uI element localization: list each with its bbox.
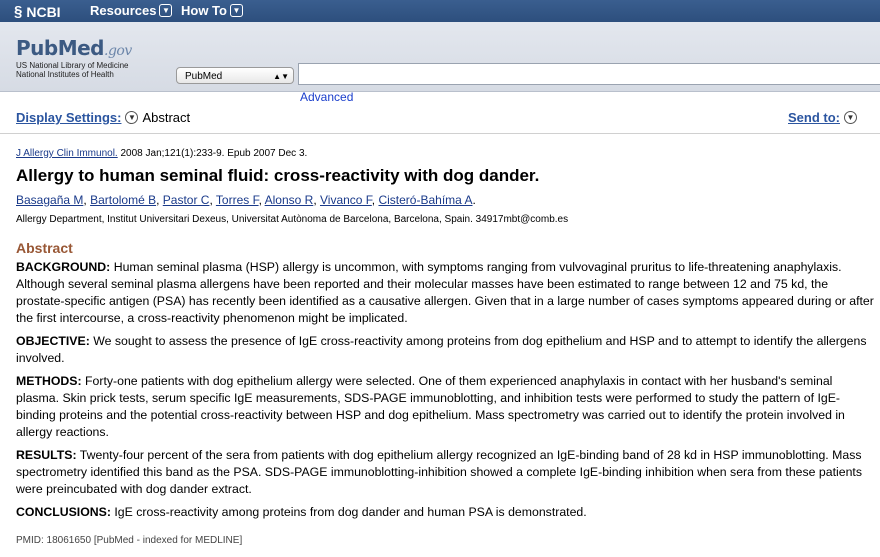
advanced-search-link[interactable]: Advanced	[300, 90, 354, 104]
display-settings	[16, 110, 190, 125]
author-link[interactable]: Bartolomé B	[90, 193, 157, 207]
affiliation: Allergy Department, Institut Universitari Dexeus, Universitat Autònoma de Barcelona, Barcelona, Spain. 34917mbt@comb.es	[16, 214, 569, 225]
how-to-menu[interactable]	[181, 3, 243, 18]
abstract-section-methods	[16, 373, 876, 441]
logo-gov: .gov	[104, 43, 132, 59]
search-input[interactable]	[298, 63, 880, 85]
send-to	[788, 110, 857, 125]
citation-details: 2008 Jan;121(1):233-9. Epub 2007 Dec 3.	[117, 148, 308, 159]
section-text: Twenty-four percent of the sera from patients with dog epithelium allergy recognized an IgE-binding band of 28 kd in HSP immunoblotting. Mass spectrometry identified this band as the PSA. SDS-PAGE immunoblotting-inhibition showed a complete IgE-binding inhibition when sera from these patients were preincubated with dog dander extract.	[16, 448, 862, 496]
section-label: METHODS:	[16, 374, 82, 388]
display-settings-link[interactable]: Display Settings:	[16, 110, 122, 125]
section-label: BACKGROUND:	[16, 260, 111, 274]
author-link[interactable]: Vivanco F	[319, 193, 372, 207]
abstract-section-conclusions	[16, 504, 876, 521]
nih-label: National Institutes of Health	[16, 70, 114, 79]
resources-label: Resources	[90, 3, 157, 18]
logo-med: Med	[57, 36, 105, 60]
section-label: CONCLUSIONS:	[16, 505, 111, 519]
abstract-body	[16, 259, 876, 527]
chevron-down-icon[interactable]: ▼	[125, 111, 138, 124]
send-to-link[interactable]: Send to:	[788, 110, 840, 125]
how-to-label: How To	[181, 3, 227, 18]
ncbi-label: NCBI	[26, 3, 61, 20]
author-list: Basagaña M, Bartolomé B, Pastor C, Torres F, Alonso R, Vivanco F, Cisteró-Bahíma A.	[16, 193, 476, 207]
ncbi-topbar	[0, 0, 880, 22]
section-text: Human seminal plasma (HSP) allergy is uncommon, with symptoms ranging from vulvovaginal pruritus to life-threatening anaphylaxis. Although several seminal plasma allergens have been reported and their molecular masses have been estimated to range between 12 and 75 kd, the prostate-specific antigen (PSA) has recently been identified as a causative allergen. Given that in a large number of cases symptoms appeared during or after the first intercourse, a cross-reactivity phenomenon might be implicated.	[16, 260, 874, 325]
chevron-down-icon[interactable]: ▼	[844, 111, 857, 124]
pubmed-header	[0, 22, 880, 104]
author-link[interactable]: Torres F	[215, 193, 259, 207]
section-label: OBJECTIVE:	[16, 334, 90, 348]
pmid-line: PMID: 18061650 [PubMed - indexed for MEDLINE]	[16, 535, 243, 546]
chevron-down-icon: ▼	[159, 4, 172, 17]
section-text: IgE cross-reactivity among proteins from dog dander and human PSA is demonstrated.	[110, 505, 587, 519]
author-link[interactable]: Basagaña M	[16, 193, 84, 207]
ncbi-logo[interactable]	[14, 3, 61, 20]
citation	[16, 148, 307, 159]
abstract-section-background	[16, 259, 876, 327]
abstract-heading: Abstract	[16, 240, 73, 256]
section-text: We sought to assess the presence of IgE cross-reactivity among proteins from dog epithelium and HSP and to attempt to identify the allergens involved.	[16, 334, 867, 365]
resources-menu[interactable]	[90, 3, 172, 18]
journal-link[interactable]: J Allergy Clin Immunol.	[16, 148, 118, 159]
chevron-down-icon: ▼	[230, 4, 243, 17]
author-link[interactable]: Alonso R	[264, 193, 314, 207]
section-text: Forty-one patients with dog epithelium allergy were selected. One of them experienced anaphylaxis in contact with her husband's seminal plasma. Skin prick tests, serum specific IgE measurements, SDS-PAGE immunoblotting, and inhibition tests were performed to study the pattern of IgE-binding proteins and the potential cross-reactivity between HSP and dog epithelium. Mass spectrometry was carried out to identify the protein involved in allergy reactions.	[16, 374, 845, 439]
logo-pub: Pub	[16, 36, 58, 60]
author-link[interactable]: Cisteró-Bahíma A	[378, 193, 473, 207]
abstract-section-results	[16, 447, 876, 498]
dna-helix-icon: §	[14, 3, 23, 20]
section-label: RESULTS:	[16, 448, 77, 462]
display-format-value: Abstract	[142, 110, 191, 125]
nlm-label: US National Library of Medicine	[16, 61, 129, 70]
database-select-value: PubMed	[185, 71, 223, 82]
article-title: Allergy to human seminal fluid: cross-reactivity with dog dander.	[16, 166, 540, 185]
abstract-section-objective	[16, 333, 876, 367]
author-link[interactable]: Pastor C	[162, 193, 210, 207]
database-select[interactable]	[176, 67, 294, 84]
select-arrows-icon: ▲▼	[273, 72, 289, 81]
pubmed-logo[interactable]	[16, 36, 132, 79]
divider	[0, 133, 880, 134]
